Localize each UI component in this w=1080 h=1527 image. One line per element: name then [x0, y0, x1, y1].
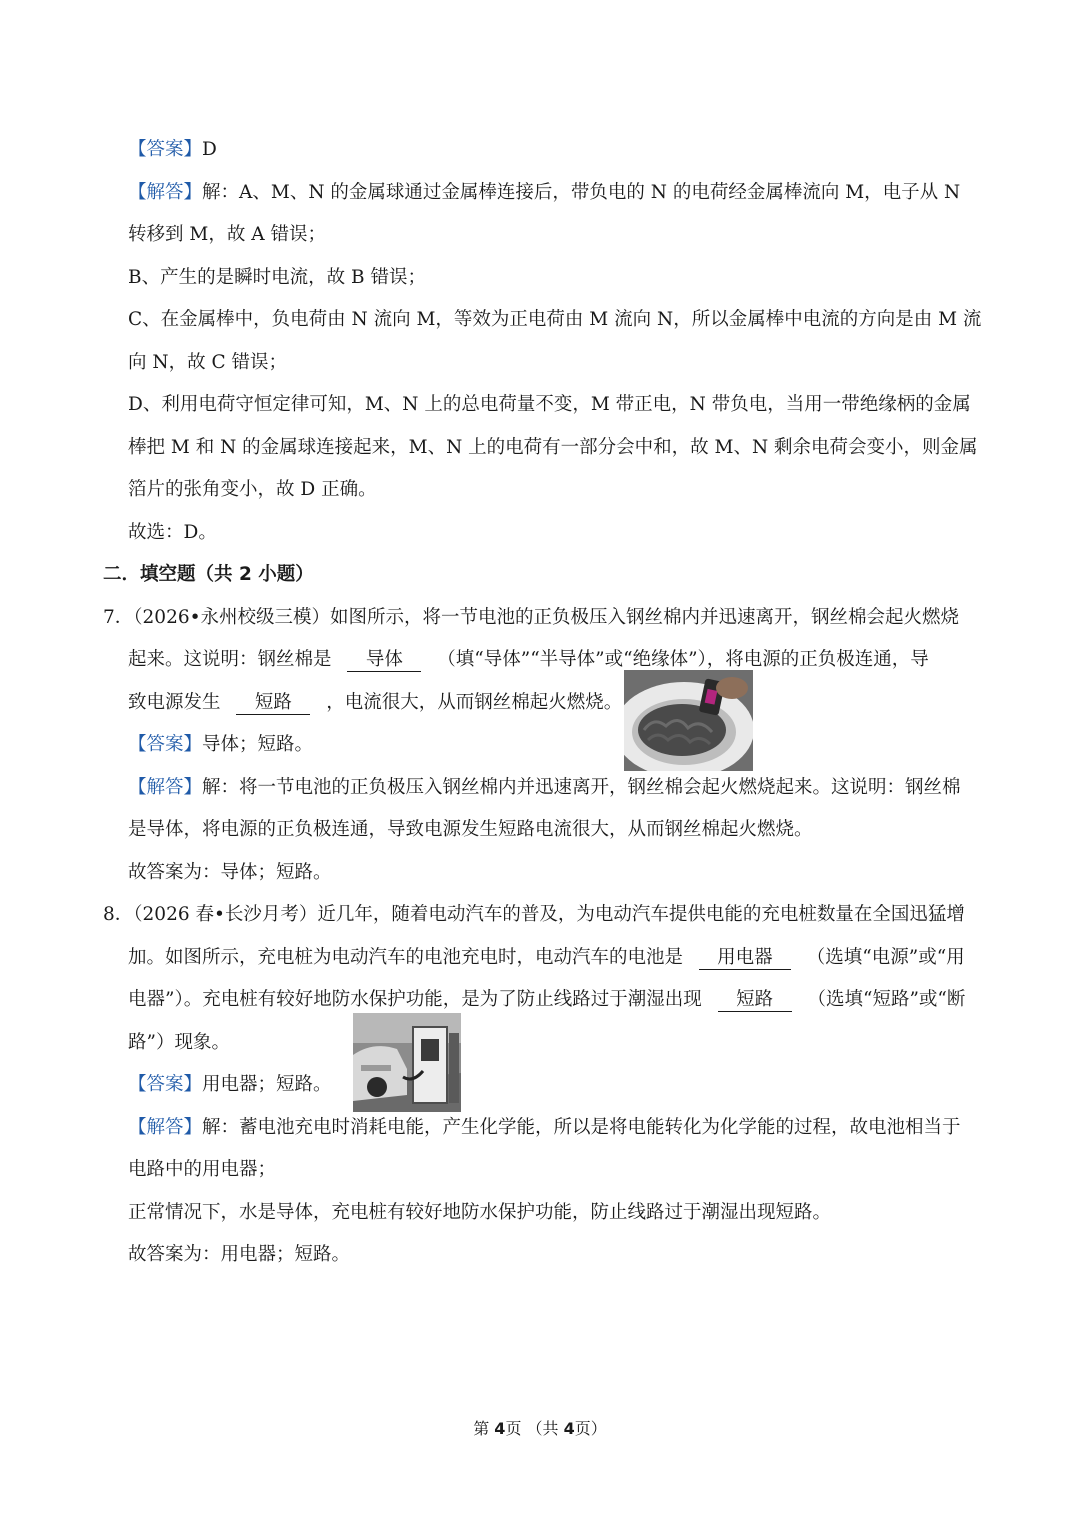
steel-wool-image: [624, 670, 753, 771]
q7-number: 7．: [103, 607, 134, 628]
q7-text: 致电源发生: [128, 692, 221, 713]
footer-text: 页 （共: [505, 1419, 564, 1438]
q7-stem: （2026•永州校级三模）如图所示，将一节电池的正负极压入钢丝棉内并迅速离开，钢丝棉会起火燃烧: [133, 607, 960, 628]
q8-text: 加。如图所示，充电桩为电动汽车的电池充电时，电动汽车的电池是: [128, 947, 684, 968]
q6-option-d-2: 棒把 M 和 N 的金属球连接起来，M、N 上的电荷有一部分会中和，故 M、N 剩余电荷会变小，则金属: [128, 437, 978, 458]
q8-answer-line: [128, 1073, 332, 1097]
q8-blank-2: 短路: [718, 989, 792, 1012]
q7-analysis-line-1: [128, 776, 961, 800]
q7-final: 故答案为：导体；短路。: [128, 862, 332, 883]
q7-line-1: [103, 606, 959, 630]
q7-blank-1: 导体: [347, 649, 421, 672]
q7-text: （填“导体”“半导体”或“绝缘体”），将电源的正负极连通，导: [437, 649, 929, 670]
q8-stem: （2026 春•长沙月考）近几年，随着电动汽车的普及，为电动汽车提供电能的充电桩数量在全国迅猛增: [133, 904, 965, 925]
q6-option-c-2: 向 N，故 C 错误；: [128, 352, 287, 373]
q7-line-2: [128, 648, 929, 672]
q6-answer: D: [202, 139, 217, 160]
q8-line-4: 路”）现象。: [128, 1032, 230, 1053]
q6-answer-line: [128, 138, 217, 162]
q8-text: 电器”）。充电桩有较好地防水保护功能，是为了防止线路过于潮湿出现: [128, 989, 702, 1010]
analysis-tag: 【解答】: [128, 182, 203, 203]
q8-analysis-line-3: 正常情况下，水是导体，充电桩有较好地防水保护功能，防止线路过于潮湿出现短路。: [128, 1202, 832, 1223]
q6-option-d-3: 箔片的张角变小，故 D 正确。: [128, 479, 377, 500]
q7-text: ，电流很大，从而钢丝棉起火燃烧。: [326, 692, 623, 713]
page-footer: [0, 1416, 1080, 1439]
q6-analysis-line-2: 转移到 M，故 A 错误；: [128, 224, 326, 245]
q7-text: 起来。这说明：钢丝棉是: [128, 649, 332, 670]
charging-station-image: [353, 1013, 461, 1112]
q8-analysis-text: 解：蓄电池充电时消耗电能，产生化学能，所以是将电能转化为化学能的过程，故电池相当于: [202, 1117, 961, 1138]
q8-text: （选填“电源”或“用: [806, 947, 965, 968]
q8-number: 8．: [103, 904, 134, 925]
answer-tag: 【答案】: [128, 734, 203, 755]
q7-analysis-text: 解：将一节电池的正负极压入钢丝棉内并迅速离开，钢丝棉会起火燃烧起来。这说明：钢丝棉: [202, 777, 961, 798]
section-title: 二．填空题（共 2 小题）: [103, 564, 314, 585]
page-total: 4: [563, 1419, 575, 1438]
q8-line-3: [128, 988, 965, 1012]
q7-blank-2: 短路: [236, 692, 310, 715]
q8-analysis-line-2: 电路中的用电器；: [128, 1159, 277, 1180]
q6-analysis-text: 解：A、M、N 的金属球通过金属棒连接后，带负电的 N 的电荷经金属棒流向 M，电子从 N: [202, 182, 961, 203]
q8-blank-1: 用电器: [699, 947, 791, 970]
q8-text: （选填“短路”或“断: [807, 989, 966, 1010]
q8-answer: 用电器；短路。: [202, 1074, 332, 1095]
answer-tag: 【答案】: [128, 1074, 203, 1095]
analysis-tag: 【解答】: [128, 777, 203, 798]
footer-text: 页）: [574, 1419, 607, 1438]
q7-analysis-line-2: 是导体，将电源的正负极连通，导致电源发生短路电流很大，从而钢丝棉起火燃烧。: [128, 819, 813, 840]
q7-line-3: [128, 691, 622, 715]
q7-answer: 导体；短路。: [202, 734, 314, 755]
q8-line-2: [128, 946, 965, 970]
q8-line-1: [103, 903, 965, 927]
q8-analysis-line-1: [128, 1116, 961, 1140]
q6-option-d-1: D、利用电荷守恒定律可知，M、N 上的总电荷量不变，M 带正电，N 带负电，当用一带绝缘柄的金属: [128, 394, 971, 415]
analysis-tag: 【解答】: [128, 1117, 203, 1138]
q8-final: 故答案为：用电器；短路。: [128, 1244, 351, 1265]
q6-final: 故选：D。: [128, 522, 217, 543]
q6-option-b: B、产生的是瞬时电流，故 B 错误；: [128, 267, 426, 288]
q6-analysis-line-1: [128, 181, 960, 205]
page-number: 4: [494, 1419, 506, 1438]
q7-answer-line: [128, 733, 313, 757]
q6-option-c-1: C、在金属棒中，负电荷由 N 流向 M，等效为正电荷由 M 流向 N，所以金属棒中电流的方向是由 M 流: [128, 309, 982, 330]
footer-text: 第: [473, 1419, 495, 1438]
answer-tag: 【答案】: [128, 139, 203, 160]
